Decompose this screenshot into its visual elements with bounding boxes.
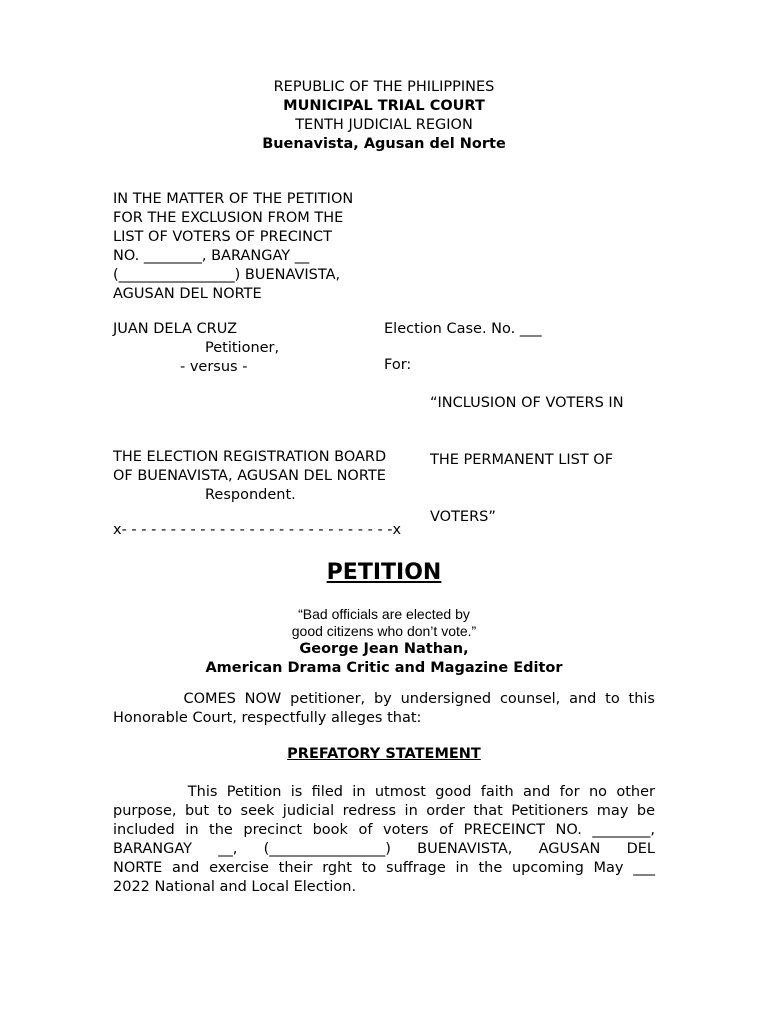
paragraph-line: NORTE and exercise their rght to suffrage in the upcoming May ___ bbox=[113, 860, 655, 876]
caption-divider: x- - - - - - - - - - - - - - - - - - - - - - - - - - - -x bbox=[113, 522, 402, 538]
prefatory-heading: PREFATORY STATEMENT bbox=[287, 746, 481, 762]
paragraph-line: Honorable Court, respectfully alleges that: bbox=[113, 710, 422, 726]
caption-line: (________________) BUENAVISTA, bbox=[113, 267, 341, 283]
case-caption bbox=[113, 190, 353, 304]
prefatory-paragraph bbox=[113, 783, 655, 897]
respondent-block bbox=[113, 448, 386, 505]
case-nature-line: THE PERMANENT LIST OF bbox=[430, 452, 614, 468]
paragraph-line: BARANGAY __, (________________) BUENAVISTA, AGUSAN DEL bbox=[113, 841, 655, 857]
petitioner-name: JUAN DELA CRUZ bbox=[113, 321, 238, 337]
respondent-role: Respondent. bbox=[205, 487, 296, 503]
paragraph-line: purpose, but to seek judicial redress in order that Petitioners may be bbox=[113, 803, 655, 819]
quote-line: “Bad officials are elected by bbox=[298, 606, 470, 622]
respondent-line: THE ELECTION REGISTRATION BOARD bbox=[113, 449, 387, 465]
respondent-line: OF BUENAVISTA, AGUSAN DEL NORTE bbox=[113, 468, 386, 484]
intro-paragraph bbox=[113, 690, 655, 728]
caption-line: LIST OF VOTERS OF PRECINCT bbox=[113, 229, 332, 245]
republic-line: REPUBLIC OF THE PHILIPPINES bbox=[273, 79, 495, 95]
caption-line: AGUSAN DEL NORTE bbox=[113, 286, 262, 302]
paragraph-line: included in the precinct book of voters of PRECEINCT NO. ________, bbox=[113, 822, 655, 838]
case-nature-line: VOTERS” bbox=[430, 509, 496, 525]
judicial-region: TENTH JUDICIAL REGION bbox=[295, 117, 473, 133]
paragraph-line: 2022 National and Local Election. bbox=[113, 879, 357, 895]
court-location: Buenavista, Agusan del Norte bbox=[262, 136, 506, 152]
paragraph-line: This Petition is filed in utmost good faith and for no other bbox=[113, 784, 655, 800]
epigraph bbox=[0, 606, 768, 678]
court-name: MUNICIPAL TRIAL COURT bbox=[283, 98, 485, 114]
court-header bbox=[0, 78, 768, 154]
election-case-number: Election Case. No. ___ bbox=[384, 321, 542, 337]
quote-author: George Jean Nathan, bbox=[299, 641, 469, 657]
versus-label: - versus - bbox=[180, 359, 248, 375]
document-title: PETITION bbox=[326, 560, 442, 585]
for-label: For: bbox=[384, 357, 412, 373]
case-nature-line: “INCLUSION OF VOTERS IN bbox=[430, 395, 624, 411]
petitioner-role: Petitioner, bbox=[205, 340, 280, 356]
quote-line: good citizens who don’t vote.” bbox=[291, 623, 477, 639]
caption-line: IN THE MATTER OF THE PETITION bbox=[113, 191, 354, 207]
case-nature bbox=[430, 356, 624, 565]
caption-line: FOR THE EXCLUSION FROM THE bbox=[113, 210, 344, 226]
quote-author-title: American Drama Critic and Magazine Editor bbox=[205, 660, 563, 676]
paragraph-line: COMES NOW petitioner, by undersigned counsel, and to this bbox=[113, 691, 655, 707]
caption-line: NO. ________, BARANGAY __ bbox=[113, 248, 310, 264]
